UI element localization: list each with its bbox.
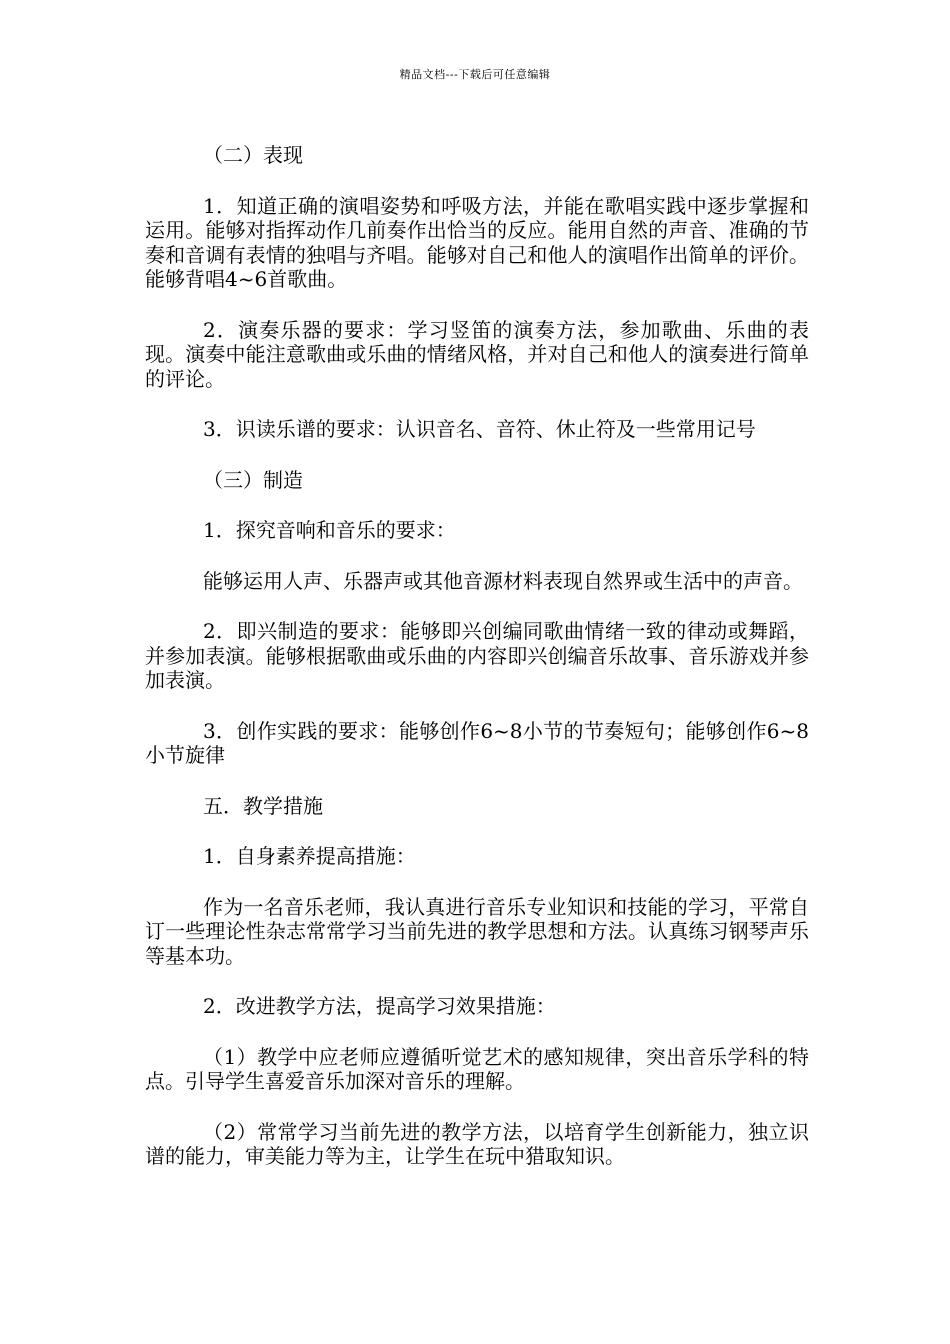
paragraph-method-2: （2）常常学习当前先进的教学方法，以培育学生创新能力，独立识谱的能力，审美能力等为主，让学生在玩中猎取知识。	[145, 1119, 809, 1168]
paragraph-instrument: 2．演奏乐器的要求：学习竖笛的演奏方法，参加歌曲、乐曲的表现。演奏中能注意歌曲或乐曲的情绪风格，并对自己和他人的演奏进行简单的评论。	[145, 317, 809, 391]
paragraph-use-voice: 能够运用人声、乐器声或其他音源材料表现自然界或生活中的声音。	[203, 568, 803, 593]
paragraph-improvisation: 2．即兴制造的要求：能够即兴创编同歌曲情绪一致的律动或舞蹈，并参加表演。能够根据歌曲或乐曲的内容即兴创编音乐故事、音乐游戏并参加表演。	[145, 619, 809, 692]
paragraph-self-improvement: 1．自身素养提高措施：	[203, 844, 416, 868]
paragraph-composition: 3．创作实践的要求：能够创作6~8小节的节奏短句；能够创作6~8小节旋律	[145, 718, 809, 767]
paragraph-teacher-study: 作为一名音乐老师，我认真进行音乐专业知识和技能的学习，平常自订一些理论性杂志常常学习当前先进的教学思想和方法。认真练习钢琴声乐等基本功。	[145, 894, 809, 968]
document-body	[145, 143, 809, 1195]
section-heading-creation: （三）制造	[203, 467, 303, 492]
header-note: 精品文档---下载后可任意编辑	[399, 68, 551, 81]
paragraph-score-reading: 3．识读乐谱的要求：认识音名、音符、休止符及一些常用记号	[203, 417, 756, 441]
paragraph-method-1: （1）教学中应老师应遵循听觉艺术的感知规律，突出音乐学科的特点。引导学生喜爱音乐加深对音乐的理解。	[145, 1044, 809, 1093]
paragraph-explore-sound: 1．探究音响和音乐的要求：	[203, 518, 456, 542]
section-heading-performance: （二）表现	[203, 143, 303, 167]
paragraph-singing: 1．知道正确的演唱姿势和呼吸方法，并能在歌唱实践中逐步掌握和运用。能够对指挥动作几前奏作出恰当的反应。能用自然的声音、准确的节奏和音调有表情的独唱与齐唱。能够对自己和他人的演唱作出简单的评价。能够背唱4~6首歌曲。	[145, 193, 809, 291]
section-heading-teaching-measures: 五．教学措施	[203, 793, 323, 818]
paragraph-improve-methods: 2．改进教学方法，提高学习效果措施：	[203, 994, 556, 1018]
